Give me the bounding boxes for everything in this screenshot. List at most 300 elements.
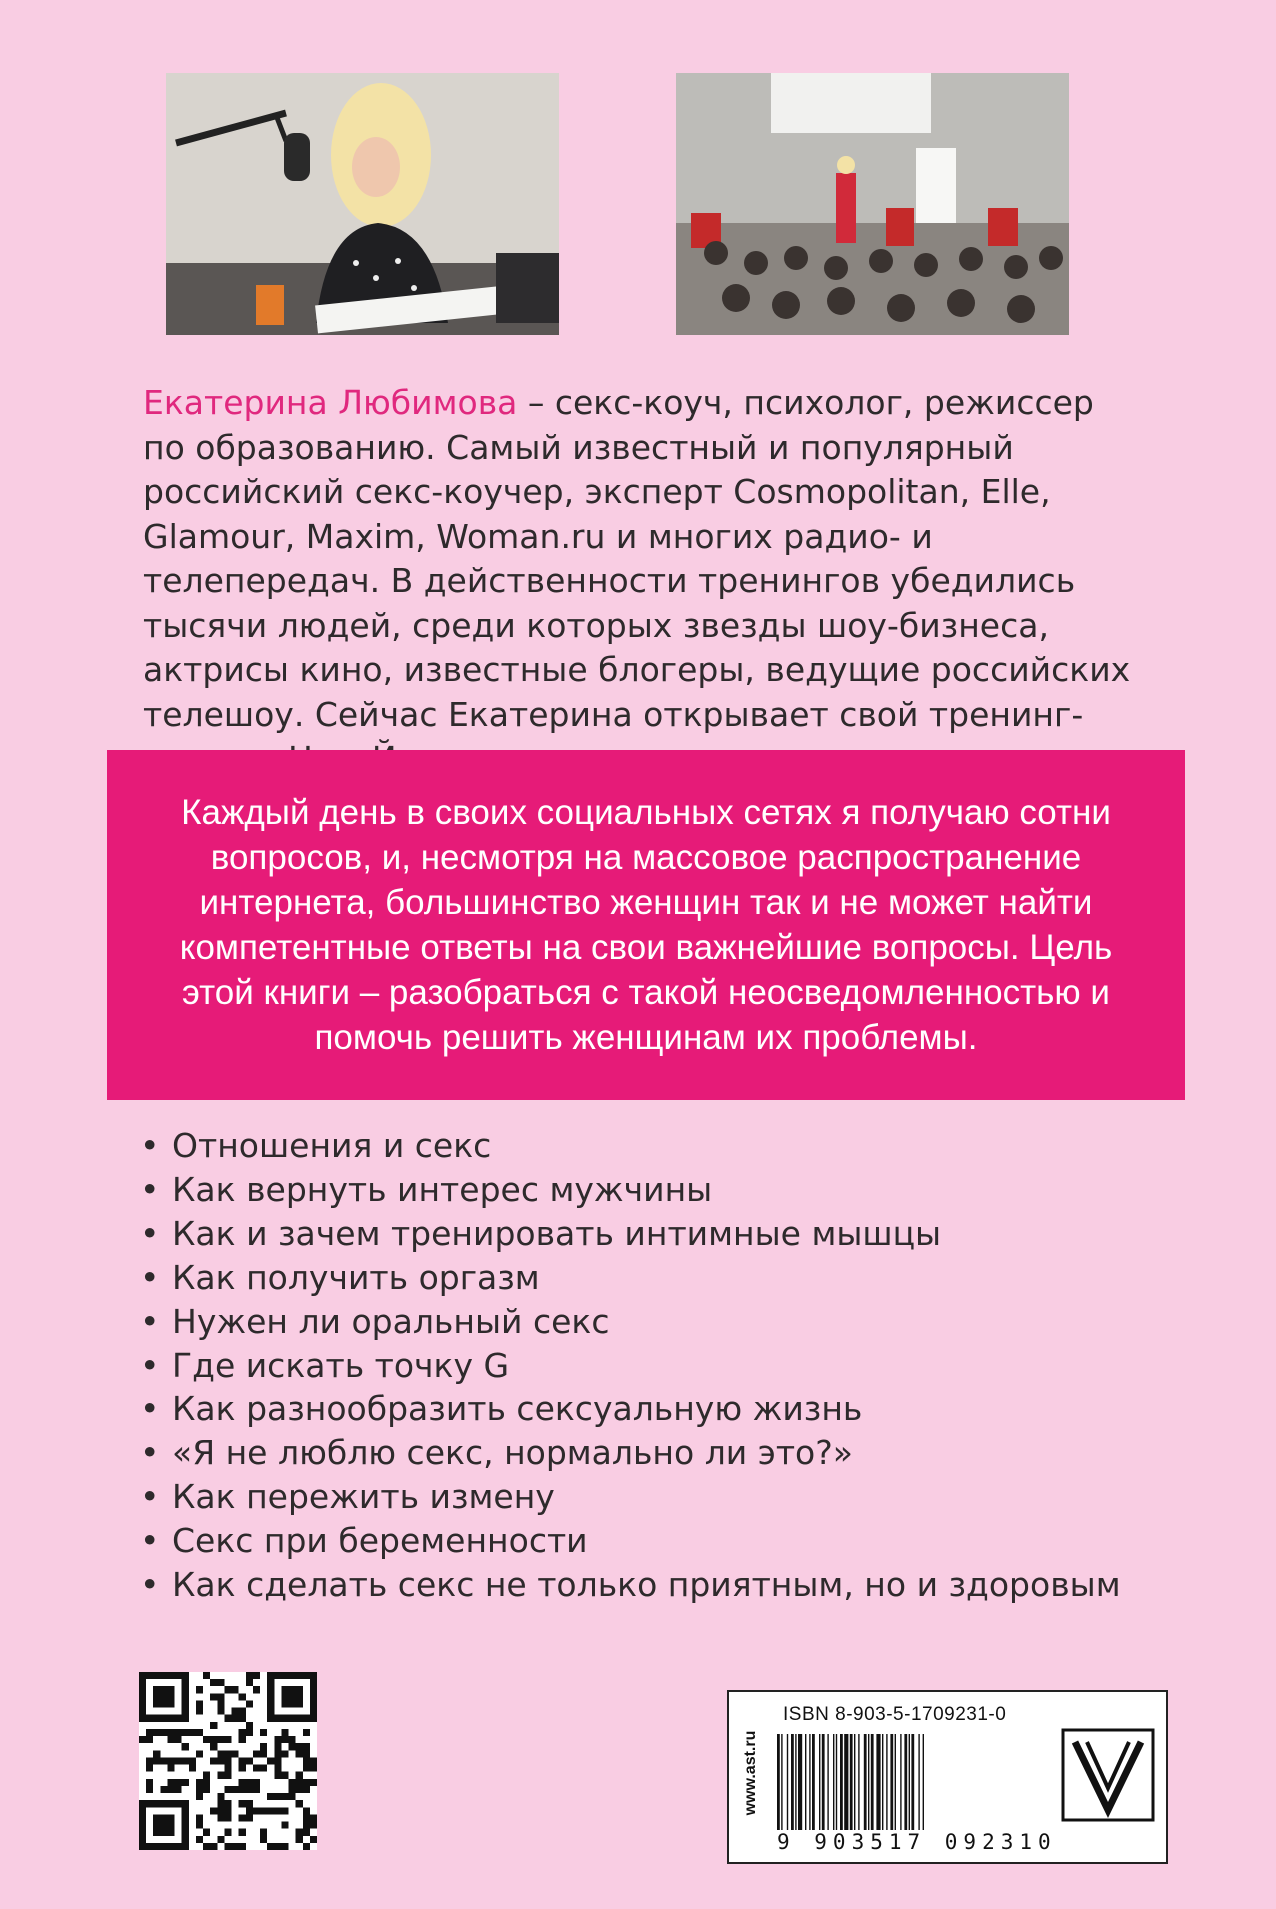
qr-module <box>232 1708 239 1715</box>
list-item: • Нужен ли оральный секс <box>140 1300 1121 1344</box>
qr-module <box>146 1736 153 1743</box>
qr-module <box>203 1772 210 1779</box>
qr-module <box>260 1829 267 1836</box>
qr-module <box>253 1672 260 1679</box>
publisher-logo-icon <box>1061 1728 1155 1822</box>
barcode-bar <box>840 1734 843 1830</box>
qr-module <box>160 1715 167 1722</box>
qr-module <box>281 1686 288 1693</box>
qr-module <box>167 1814 174 1821</box>
qr-module <box>239 1765 246 1772</box>
barcode-bar <box>791 1734 794 1830</box>
qr-module <box>175 1779 182 1786</box>
qr-module <box>246 1814 253 1821</box>
qr-module <box>210 1679 217 1686</box>
qr-module <box>267 1757 274 1764</box>
barcode-bar <box>918 1734 919 1830</box>
qr-module <box>153 1822 160 1829</box>
qr-module <box>175 1729 182 1736</box>
bullet-icon: • <box>140 1345 160 1385</box>
qr-module <box>246 1800 253 1807</box>
barcode-bar <box>812 1734 815 1830</box>
qr-module <box>210 1843 217 1850</box>
qr-module <box>267 1679 274 1686</box>
list-item: • Отношения и секс <box>140 1124 1121 1168</box>
qr-module <box>303 1779 310 1786</box>
barcode-bars <box>777 1734 1047 1830</box>
qr-module <box>160 1800 167 1807</box>
qr-module <box>196 1686 203 1693</box>
qr-module <box>217 1772 224 1779</box>
qr-module <box>239 1715 246 1722</box>
qr-module <box>146 1765 153 1772</box>
qr-module <box>160 1822 167 1829</box>
qr-module <box>303 1814 310 1821</box>
barcode-bar <box>795 1734 796 1830</box>
barcode-bar <box>871 1734 874 1830</box>
bullet-icon: • <box>140 1257 160 1297</box>
bullet-icon: • <box>140 1521 160 1561</box>
qr-module <box>217 1708 224 1715</box>
qr-module <box>232 1843 239 1850</box>
qr-module <box>267 1715 274 1722</box>
qr-module <box>274 1843 281 1850</box>
author-bio <box>143 381 1143 782</box>
qr-module <box>232 1786 239 1793</box>
qr-module <box>260 1750 267 1757</box>
qr-module <box>196 1700 203 1707</box>
qr-module <box>281 1822 288 1829</box>
qr-module <box>274 1772 281 1779</box>
qr-module <box>139 1708 146 1715</box>
qr-module <box>167 1715 174 1722</box>
qr-module <box>160 1700 167 1707</box>
qr-module <box>260 1743 267 1750</box>
qr-module <box>224 1829 231 1836</box>
bullet-icon: • <box>140 1433 160 1473</box>
qr-module <box>189 1757 196 1764</box>
qr-module <box>210 1736 217 1743</box>
qr-module <box>196 1750 203 1757</box>
qr-module <box>167 1729 174 1736</box>
qr-module <box>310 1686 317 1693</box>
qr-module <box>139 1686 146 1693</box>
qr-module <box>281 1693 288 1700</box>
qr-module <box>253 1807 260 1814</box>
qr-module <box>267 1686 274 1693</box>
bullet-icon: • <box>140 1169 160 1209</box>
qr-module <box>182 1679 189 1686</box>
qr-module <box>167 1736 174 1743</box>
qr-module <box>182 1814 189 1821</box>
qr-module <box>175 1843 182 1850</box>
qr-module <box>224 1736 231 1743</box>
qr-module <box>160 1757 167 1764</box>
qr-module <box>239 1779 246 1786</box>
qr-module <box>167 1779 174 1786</box>
qr-module <box>153 1715 160 1722</box>
bullet-icon: • <box>140 1477 160 1517</box>
qr-module <box>210 1722 217 1729</box>
barcode-bar <box>911 1734 914 1830</box>
qr-module <box>217 1800 224 1807</box>
list-item: • Как и зачем тренировать интимные мышцы <box>140 1212 1121 1256</box>
qr-module <box>196 1836 203 1843</box>
barcode-bar <box>836 1734 837 1830</box>
barcode-bar <box>827 1734 828 1830</box>
qr-module <box>167 1829 174 1836</box>
qr-module <box>153 1757 160 1764</box>
qr-module <box>210 1757 217 1764</box>
qr-module <box>217 1793 224 1800</box>
qr-module <box>303 1822 310 1829</box>
qr-module <box>260 1765 267 1772</box>
qr-module <box>239 1736 246 1743</box>
isbn-text: ISBN 8-903-5-1709231-0 <box>783 1704 1007 1725</box>
qr-module <box>246 1679 253 1686</box>
qr-module <box>182 1672 189 1679</box>
qr-module <box>296 1686 303 1693</box>
qr-module <box>232 1686 239 1693</box>
qr-module <box>217 1736 224 1743</box>
barcode-bar <box>909 1734 910 1830</box>
qr-module <box>182 1822 189 1829</box>
qr-module <box>246 1722 253 1729</box>
barcode-bar <box>854 1734 855 1830</box>
qr-module <box>296 1672 303 1679</box>
qr-module <box>153 1843 160 1850</box>
qr-module <box>289 1686 296 1693</box>
qr-module <box>167 1693 174 1700</box>
qr-module <box>239 1800 246 1807</box>
qr-module <box>253 1765 260 1772</box>
qr-module <box>246 1757 253 1764</box>
barcode-block <box>727 1690 1168 1864</box>
bullet-icon: • <box>140 1126 160 1165</box>
qr-module <box>139 1822 146 1829</box>
qr-module <box>253 1779 260 1786</box>
qr-module <box>246 1779 253 1786</box>
qr-module <box>203 1843 210 1850</box>
qr-module <box>303 1672 310 1679</box>
qr-module <box>232 1750 239 1757</box>
qr-module <box>146 1800 153 1807</box>
qr-module <box>310 1757 317 1764</box>
qr-module <box>224 1814 231 1821</box>
qr-module <box>139 1715 146 1722</box>
qr-module <box>239 1829 246 1836</box>
qr-module <box>289 1779 296 1786</box>
barcode-bar <box>895 1734 896 1830</box>
quote-text: Каждый день в своих социальных сетях я получаю сотни вопросов, и, несмотря на массовое распространение интернета, большинство женщин так и не может найти компетентные ответы на свои важнейшие вопросы. Цель этой книги – разобраться с такой неосведомленностью и помочь решить женщинам их проблемы. <box>179 793 1113 1057</box>
qr-module <box>239 1708 246 1715</box>
qr-module <box>274 1793 281 1800</box>
bullet-icon: • <box>140 1389 160 1429</box>
qr-module <box>182 1743 189 1750</box>
qr-module <box>274 1757 281 1764</box>
qr-module <box>296 1772 303 1779</box>
qr-module <box>224 1750 231 1757</box>
bullet-icon: • <box>140 1301 160 1341</box>
list-item: • Как вернуть интерес мужчины <box>140 1168 1121 1212</box>
barcode-bar <box>904 1734 907 1830</box>
qr-module <box>224 1686 231 1693</box>
qr-module <box>296 1779 303 1786</box>
qr-module <box>153 1686 160 1693</box>
barcode-bar <box>882 1734 883 1830</box>
qr-module <box>203 1786 210 1793</box>
qr-module <box>239 1757 246 1764</box>
barcode-bar <box>844 1734 848 1830</box>
qr-module <box>217 1693 224 1700</box>
qr-module <box>146 1786 153 1793</box>
qr-module <box>182 1807 189 1814</box>
qr-module <box>289 1672 296 1679</box>
qr-module <box>296 1750 303 1757</box>
list-item: • Как сделать секс не только приятным, но и здоровым <box>140 1563 1121 1607</box>
qr-module <box>260 1729 267 1736</box>
qr-module <box>139 1672 146 1679</box>
qr-module <box>167 1822 174 1829</box>
qr-module <box>139 1843 146 1850</box>
qr-module <box>217 1750 224 1757</box>
qr-module <box>224 1800 231 1807</box>
qr-module <box>196 1814 203 1821</box>
qr-module <box>167 1757 174 1764</box>
qr-module <box>267 1807 274 1814</box>
qr-module <box>146 1757 153 1764</box>
qr-module <box>303 1743 310 1750</box>
qr-module <box>274 1715 281 1722</box>
barcode-bar <box>819 1734 820 1830</box>
qr-module <box>139 1800 146 1807</box>
qr-module <box>189 1729 196 1736</box>
list-item: • Как получить оргазм <box>140 1256 1121 1300</box>
qr-module <box>203 1779 210 1786</box>
qr-module <box>224 1765 231 1772</box>
qr-module <box>153 1829 160 1836</box>
qr-module <box>303 1715 310 1722</box>
qr-module <box>281 1750 288 1757</box>
qr-module <box>217 1679 224 1686</box>
publisher-site: www.ast.ru <box>742 1730 759 1816</box>
qr-module <box>289 1793 296 1800</box>
qr-module <box>160 1672 167 1679</box>
qr-module <box>217 1814 224 1821</box>
qr-module <box>224 1843 231 1850</box>
barcode-bar <box>777 1734 780 1830</box>
qr-module <box>224 1715 231 1722</box>
qr-module <box>310 1672 317 1679</box>
qr-module <box>267 1672 274 1679</box>
qr-module <box>310 1700 317 1707</box>
qr-module <box>303 1829 310 1836</box>
qr-module <box>146 1779 153 1786</box>
qr-module <box>182 1829 189 1836</box>
qr-module <box>281 1807 288 1814</box>
qr-module <box>196 1822 203 1829</box>
qr-module <box>196 1708 203 1715</box>
qr-code <box>139 1672 317 1850</box>
qr-module <box>310 1765 317 1772</box>
qr-module <box>253 1686 260 1693</box>
qr-module <box>303 1757 310 1764</box>
qr-module <box>281 1736 288 1743</box>
qr-module <box>182 1700 189 1707</box>
qr-module <box>274 1765 281 1772</box>
qr-module <box>167 1786 174 1793</box>
qr-module <box>303 1807 310 1814</box>
qr-module <box>167 1672 174 1679</box>
qr-module <box>246 1729 253 1736</box>
qr-module <box>296 1836 303 1843</box>
qr-module <box>296 1829 303 1836</box>
qr-module <box>210 1807 217 1814</box>
qr-module <box>274 1736 281 1743</box>
qr-module <box>139 1814 146 1821</box>
qr-module <box>289 1715 296 1722</box>
qr-module <box>253 1786 260 1793</box>
qr-module <box>303 1750 310 1757</box>
qr-module <box>160 1686 167 1693</box>
qr-module <box>217 1757 224 1764</box>
qr-module <box>289 1786 296 1793</box>
barcode-bar <box>805 1734 806 1830</box>
qr-module <box>146 1672 153 1679</box>
qr-module <box>246 1700 253 1707</box>
list-item: • Как разнообразить сексуальную жизнь <box>140 1387 1121 1431</box>
author-bio-text: – секс-коуч, психолог, режиссер по образованию. Самый известный и популярный российский секс-коучер, эксперт Cosmopolitan, Elle, Glamour, Maxim, Woman.ru и многих радио- и телепередач. В действенности тренингов убедились тысячи людей, среди которых звезды шоу-бизнеса, актрисы кино, известные блогеры, ведущие российских телешоу. Сейчас Екатерина открывает свой тренинг- <box>143 383 1131 734</box>
author-photo-podcast <box>166 73 559 335</box>
qr-module <box>146 1715 153 1722</box>
barcode-bar <box>864 1734 867 1830</box>
qr-module <box>203 1736 210 1743</box>
qr-module <box>160 1814 167 1821</box>
qr-module <box>296 1786 303 1793</box>
qr-module <box>217 1807 224 1814</box>
qr-module <box>274 1672 281 1679</box>
qr-module <box>267 1700 274 1707</box>
qr-module <box>196 1786 203 1793</box>
qr-module <box>310 1679 317 1686</box>
barcode-bar <box>923 1734 924 1830</box>
qr-module <box>175 1800 182 1807</box>
qr-module <box>182 1715 189 1722</box>
list-item: • «Я не люблю секс, нормально ли это?» <box>140 1431 1121 1475</box>
qr-module <box>175 1672 182 1679</box>
barcode-bar <box>876 1734 880 1830</box>
qr-module <box>182 1836 189 1843</box>
qr-module <box>196 1793 203 1800</box>
qr-module <box>146 1729 153 1736</box>
barcode-digits: 9 903517 092310 <box>777 1830 1057 1854</box>
qr-module <box>296 1800 303 1807</box>
qr-module <box>153 1729 160 1736</box>
qr-module <box>267 1708 274 1715</box>
qr-module <box>310 1708 317 1715</box>
qr-module <box>196 1779 203 1786</box>
qr-module <box>274 1750 281 1757</box>
qr-module <box>303 1729 310 1736</box>
qr-module <box>182 1693 189 1700</box>
qr-module <box>274 1743 281 1750</box>
qr-module <box>296 1743 303 1750</box>
qr-module <box>210 1743 217 1750</box>
qr-module <box>153 1693 160 1700</box>
qr-module <box>139 1836 146 1843</box>
barcode-bar <box>787 1734 788 1830</box>
qr-module <box>160 1843 167 1850</box>
qr-module <box>160 1786 167 1793</box>
qr-module <box>153 1672 160 1679</box>
qr-module <box>217 1700 224 1707</box>
qr-module <box>303 1786 310 1793</box>
qr-module <box>167 1700 174 1707</box>
qr-module <box>281 1772 288 1779</box>
qr-module <box>296 1715 303 1722</box>
barcode-bar <box>886 1734 887 1830</box>
qr-module <box>224 1757 231 1764</box>
qr-module <box>167 1765 174 1772</box>
qr-module <box>289 1736 296 1743</box>
qr-module <box>153 1750 160 1757</box>
qr-module <box>167 1843 174 1850</box>
qr-module <box>253 1750 260 1757</box>
qr-module <box>274 1807 281 1814</box>
barcode-bar <box>822 1734 825 1830</box>
qr-module <box>224 1772 231 1779</box>
list-item: • Секс при беременности <box>140 1519 1121 1563</box>
qr-module <box>153 1700 160 1707</box>
qr-module <box>239 1814 246 1821</box>
qr-module <box>139 1807 146 1814</box>
qr-module <box>139 1736 146 1743</box>
barcode-bar <box>900 1734 901 1830</box>
qr-module <box>175 1757 182 1764</box>
qr-module <box>310 1822 317 1829</box>
barcode-bar <box>798 1734 802 1830</box>
list-item: • Где искать точку G <box>140 1344 1121 1388</box>
qr-module <box>303 1843 310 1850</box>
qr-module <box>281 1729 288 1736</box>
qr-module <box>246 1786 253 1793</box>
qr-module <box>289 1743 296 1750</box>
qr-module <box>239 1693 246 1700</box>
qr-module <box>139 1829 146 1836</box>
qr-module <box>310 1715 317 1722</box>
barcode-bar <box>833 1734 834 1830</box>
qr-module <box>239 1843 246 1850</box>
qr-module <box>175 1786 182 1793</box>
bullet-icon: • <box>140 1565 160 1605</box>
qr-module <box>239 1729 246 1736</box>
qr-module <box>182 1779 189 1786</box>
qr-module <box>203 1829 210 1836</box>
barcode-bar <box>850 1734 853 1830</box>
qr-module <box>260 1836 267 1843</box>
qr-module <box>281 1793 288 1800</box>
qr-module <box>239 1786 246 1793</box>
qr-module <box>153 1800 160 1807</box>
qr-module <box>139 1693 146 1700</box>
barcode-bar <box>809 1734 810 1830</box>
qr-module <box>175 1715 182 1722</box>
qr-module <box>296 1700 303 1707</box>
qr-module <box>189 1765 196 1772</box>
qr-module <box>267 1693 274 1700</box>
qr-module <box>296 1693 303 1700</box>
qr-module <box>182 1729 189 1736</box>
